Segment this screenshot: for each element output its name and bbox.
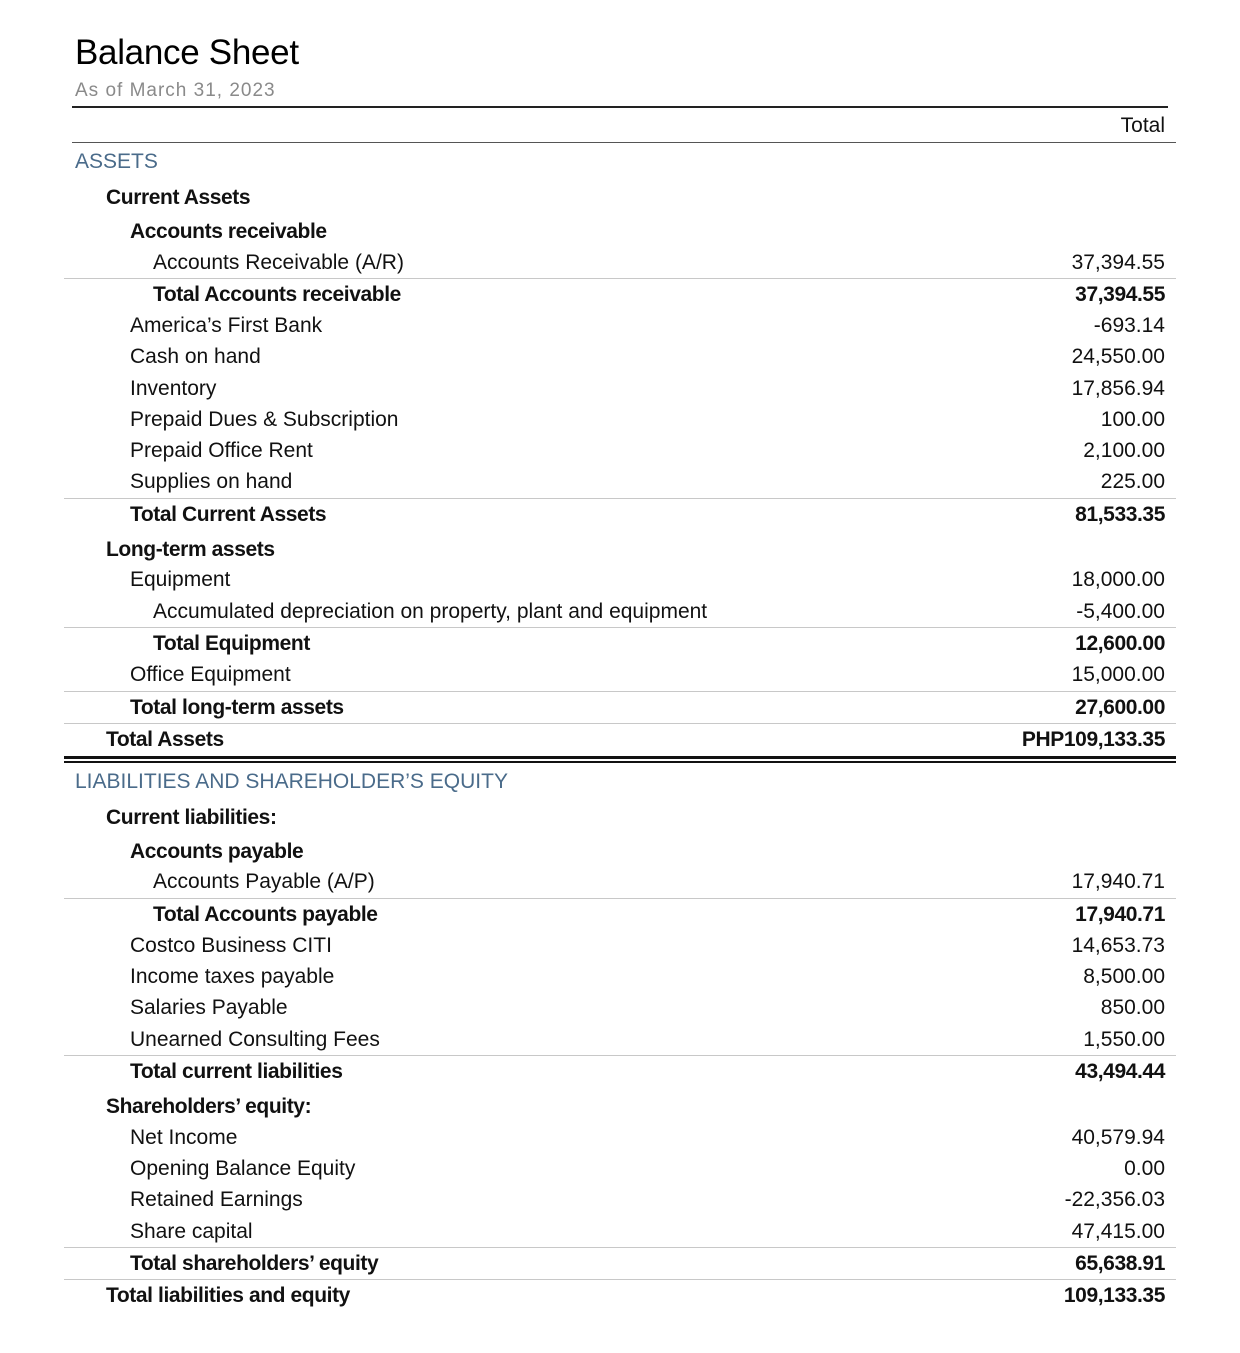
- total-label: Total liabilities and equity: [106, 1284, 350, 1307]
- account-amount: 40,579.94: [1071, 1126, 1165, 1149]
- subtotal-rule: [64, 691, 1176, 692]
- header-rule: [72, 106, 1168, 108]
- total-label: Total long-term assets: [130, 696, 344, 719]
- group-heading: Current liabilities:: [106, 806, 277, 829]
- total-amount: 43,494.44: [1075, 1060, 1165, 1083]
- account-label: Inventory: [130, 377, 217, 400]
- account-amount: 24,550.00: [1071, 345, 1165, 368]
- account-label: Unearned Consulting Fees: [130, 1028, 380, 1051]
- double-rule-bottom: [64, 761, 1176, 763]
- report-title: Balance Sheet: [75, 33, 299, 72]
- total-label: Total Current Assets: [130, 503, 327, 526]
- account-label: Cash on hand: [130, 345, 261, 368]
- total-amount: 17,940.71: [1075, 903, 1165, 926]
- account-label: Office Equipment: [130, 663, 291, 686]
- total-amount: 81,533.35: [1075, 503, 1165, 526]
- account-amount: 14,653.73: [1071, 934, 1165, 957]
- subgroup-heading: Accounts payable: [130, 840, 304, 863]
- group-heading: Long-term assets: [106, 538, 275, 561]
- double-rule-top: [64, 756, 1176, 759]
- account-amount: 225.00: [1100, 470, 1165, 493]
- account-amount: -5,400.00: [1076, 600, 1165, 623]
- account-amount: 1,550.00: [1083, 1028, 1165, 1051]
- group-heading: Shareholders’ equity:: [106, 1095, 312, 1118]
- account-label: Costco Business CITI: [130, 934, 332, 957]
- subtotal-rule: [64, 278, 1176, 279]
- account-label: Accounts Payable (A/P): [153, 870, 375, 893]
- column-header-rule: [72, 142, 1176, 143]
- account-label: Supplies on hand: [130, 470, 293, 493]
- account-amount: 0.00: [1124, 1157, 1165, 1180]
- account-amount: 850.00: [1100, 996, 1165, 1019]
- subtotal-rule: [64, 898, 1176, 899]
- account-amount: 15,000.00: [1071, 663, 1165, 686]
- account-amount: -693.14: [1093, 314, 1165, 337]
- account-label: Opening Balance Equity: [130, 1157, 356, 1180]
- section-heading: ASSETS: [75, 150, 158, 173]
- total-amount: 27,600.00: [1075, 696, 1165, 719]
- total-label: Total Equipment: [153, 632, 310, 655]
- account-label: Prepaid Office Rent: [130, 439, 313, 462]
- section-heading: LIABILITIES AND SHAREHOLDER’S EQUITY: [75, 770, 508, 793]
- report-date: As of March 31, 2023: [75, 80, 276, 101]
- account-amount: 2,100.00: [1083, 439, 1165, 462]
- group-heading: Current Assets: [106, 186, 251, 209]
- account-label: Net Income: [130, 1126, 238, 1149]
- account-label: Income taxes payable: [130, 965, 335, 988]
- account-label: Accumulated depreciation on property, plant and equipment: [153, 600, 708, 623]
- subtotal-rule: [64, 498, 1176, 499]
- account-amount: 18,000.00: [1071, 568, 1165, 591]
- account-amount: 17,940.71: [1071, 870, 1165, 893]
- account-label: Prepaid Dues & Subscription: [130, 408, 399, 431]
- account-amount: 100.00: [1100, 408, 1165, 431]
- total-amount: 109,133.35: [1063, 1284, 1165, 1307]
- account-amount: 17,856.94: [1071, 377, 1165, 400]
- account-label: Retained Earnings: [130, 1188, 303, 1211]
- subtotal-rule: [64, 723, 1176, 724]
- account-amount: 8,500.00: [1083, 965, 1165, 988]
- total-amount: PHP109,133.35: [1021, 728, 1165, 751]
- total-amount: 12,600.00: [1075, 632, 1165, 655]
- account-label: Accounts Receivable (A/R): [153, 251, 404, 274]
- account-label: Salaries Payable: [130, 996, 288, 1019]
- total-label: Total current liabilities: [130, 1060, 343, 1083]
- total-label: Total shareholders’ equity: [130, 1252, 379, 1275]
- total-label: Total Accounts payable: [153, 903, 378, 926]
- account-label: America’s First Bank: [130, 314, 323, 337]
- account-label: Equipment: [130, 568, 231, 591]
- account-amount: 37,394.55: [1071, 251, 1165, 274]
- subtotal-rule: [64, 627, 1176, 628]
- account-amount: -22,356.03: [1064, 1188, 1165, 1211]
- subtotal-rule: [64, 1247, 1176, 1248]
- account-label: Share capital: [130, 1220, 253, 1243]
- column-header-total: Total: [1120, 114, 1165, 137]
- total-amount: 65,638.91: [1075, 1252, 1165, 1275]
- total-label: Total Accounts receivable: [153, 283, 401, 306]
- subtotal-rule: [64, 1279, 1176, 1280]
- account-amount: 47,415.00: [1071, 1220, 1165, 1243]
- total-label: Total Assets: [106, 728, 224, 751]
- total-amount: 37,394.55: [1075, 283, 1165, 306]
- subtotal-rule: [64, 1055, 1176, 1056]
- subgroup-heading: Accounts receivable: [130, 220, 327, 243]
